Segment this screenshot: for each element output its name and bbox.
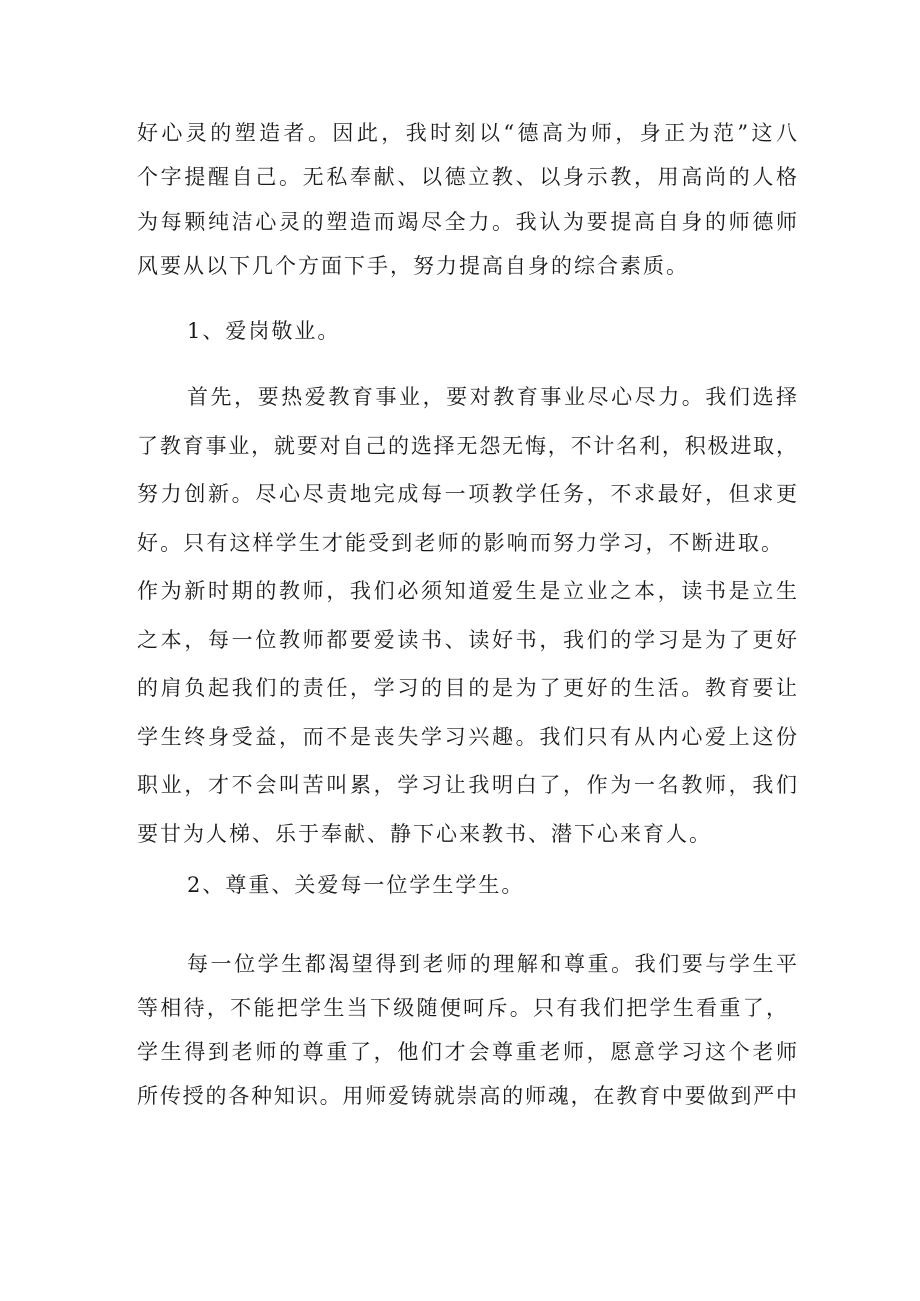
text-line: 好心灵的塑造者。因此，我时刻以“德高为师，身正为范”这八 <box>137 121 797 145</box>
text-line: 的肩负起我们的责任，学习的目的是为了更好的生活。教育要让 <box>137 676 797 700</box>
text-line: 为每颗纯洁心灵的塑造而竭尽全力。我认为要提高自身的师德师 <box>137 210 797 234</box>
text-line: 首先，要热爱教育事业，要对教育事业尽心尽力。我们选择 <box>187 385 797 409</box>
text-line: 个字提醒自己。无私奉献、以德立教、以身示教，用高尚的人格 <box>137 165 797 189</box>
text-line: 努力创新。尽心尽责地完成每一项教学任务，不求最好，但求更 <box>137 482 797 506</box>
text-line: 风要从以下几个方面下手，努力提高自身的综合素质。 <box>137 254 689 278</box>
section-heading: 2、尊重、关爱每一位学生学生。 <box>187 873 525 897</box>
text-line: 作为新时期的教师，我们必须知道爱生是立业之本，读书是立生 <box>137 579 797 603</box>
text-line: 要甘为人梯、乐于奉献、静下心来教书、潜下心来育人。 <box>137 822 712 846</box>
text-line: 等相待，不能把学生当下级随便呵斥。只有我们把学生看重了， <box>137 996 787 1020</box>
text-line: 了教育事业，就要对自己的选择无怨无悔，不计名利，积极进取， <box>137 434 797 458</box>
text-line: 每一位学生都渴望得到老师的理解和尊重。我们要与学生平 <box>187 952 797 976</box>
text-line: 学生得到老师的尊重了，他们才会尊重老师，愿意学习这个老师 <box>137 1040 797 1064</box>
text-line: 学生终身受益，而不是丧失学习兴趣。我们只有从内心爱上这份 <box>137 725 797 749</box>
text-line: 之本，每一位教师都要爱读书、读好书，我们的学习是为了更好 <box>137 628 797 652</box>
text-line: 所传授的各种知识。用师爱铸就崇高的师魂，在教育中要做到严中 <box>137 1084 797 1108</box>
text-line: 职业，才不会叫苦叫累，学习让我明白了，作为一名教师，我们 <box>137 773 797 797</box>
text-line: 好。只有这样学生才能受到老师的影响而努力学习，不断进取。 <box>137 531 782 555</box>
section-heading: 1、爱岗敬业。 <box>187 319 341 343</box>
